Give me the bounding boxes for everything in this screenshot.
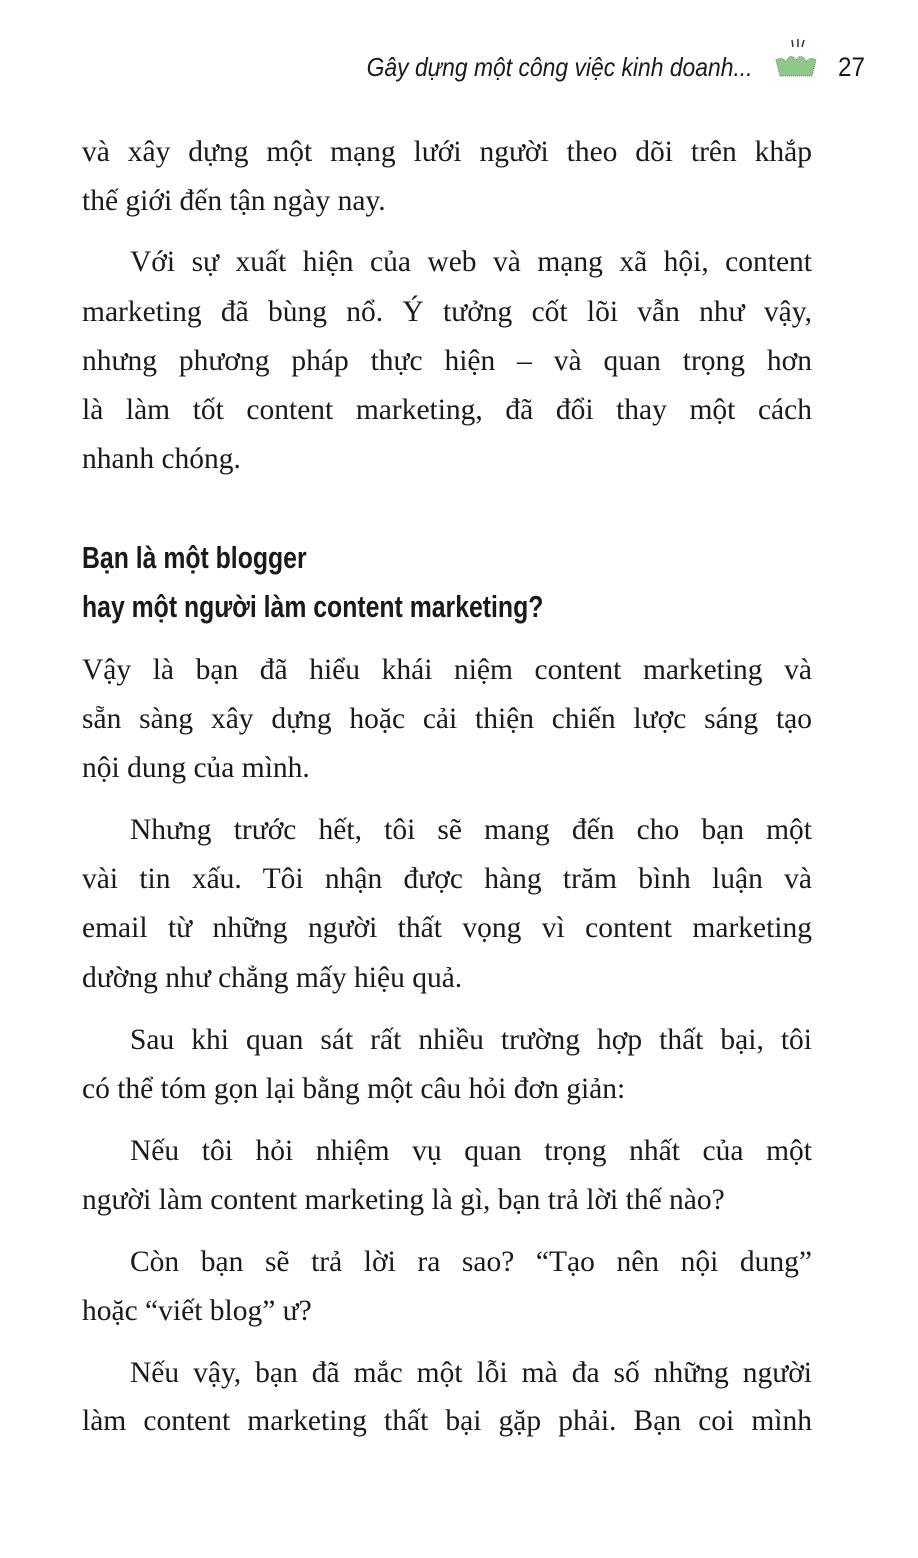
text-line: thế giới đến tận ngày nay. — [82, 185, 386, 217]
text-line: làm content marketing thất bại gặp phải. Bạn coi mình — [82, 1405, 812, 1437]
text-line: là làm tốt content marketing, đã đổi thay một cách — [82, 394, 812, 426]
text-line: và xây dựng một mạng lưới người theo dõi trên khắp — [82, 136, 812, 168]
text-line: dường như chẳng mấy hiệu quả. — [82, 962, 463, 994]
text-line: Còn bạn sẽ trả lời ra sao? “Tạo nên nội dung” — [130, 1246, 812, 1278]
text-line: marketing đã bùng nổ. Ý tưởng cốt lõi vẫn như vậy, — [82, 296, 812, 328]
text-line: Sau khi quan sát rất nhiều trường hợp thất bại, tôi — [130, 1024, 812, 1056]
text-line: có thể tóm gọn lại bằng một câu hỏi đơn giản: — [82, 1073, 626, 1105]
text-line: Nhưng trước hết, tôi sẽ mang đến cho bạn một — [130, 814, 812, 846]
text-line: nội dung của mình. — [82, 752, 310, 784]
text-line: người làm content marketing là gì, bạn trả lời thế nào? — [82, 1184, 725, 1216]
text-line: hoặc “viết blog” ư? — [82, 1295, 312, 1327]
running-title: Gây dựng một công việc kinh doanh... — [367, 52, 753, 82]
text-line: nhưng phương pháp thực hiện – và quan trọng hơn — [82, 345, 812, 377]
section-heading-line: Bạn là một blogger — [82, 540, 307, 575]
text-line: Vậy là bạn đã hiểu khái niệm content marketing và — [82, 654, 812, 686]
text-line: Nếu vậy, bạn đã mắc một lỗi mà đa số những người — [130, 1357, 812, 1389]
text-line: sẵn sàng xây dựng hoặc cải thiện chiến lược sáng tạo — [82, 703, 812, 735]
page-number: 27 — [838, 52, 866, 82]
text-line: Nếu tôi hỏi nhiệm vụ quan trọng nhất của một — [130, 1135, 812, 1167]
text-line: nhanh chóng. — [82, 443, 241, 475]
section-heading-line: hay một người làm content marketing? — [82, 589, 544, 624]
text-line: email từ những người thất vọng vì content marketing — [82, 912, 812, 944]
text-line: vài tin xấu. Tôi nhận được hàng trăm bình luận và — [82, 863, 812, 895]
text-line: Với sự xuất hiện của web và mạng xã hội, content — [130, 246, 812, 278]
lotus-icon — [772, 38, 820, 82]
